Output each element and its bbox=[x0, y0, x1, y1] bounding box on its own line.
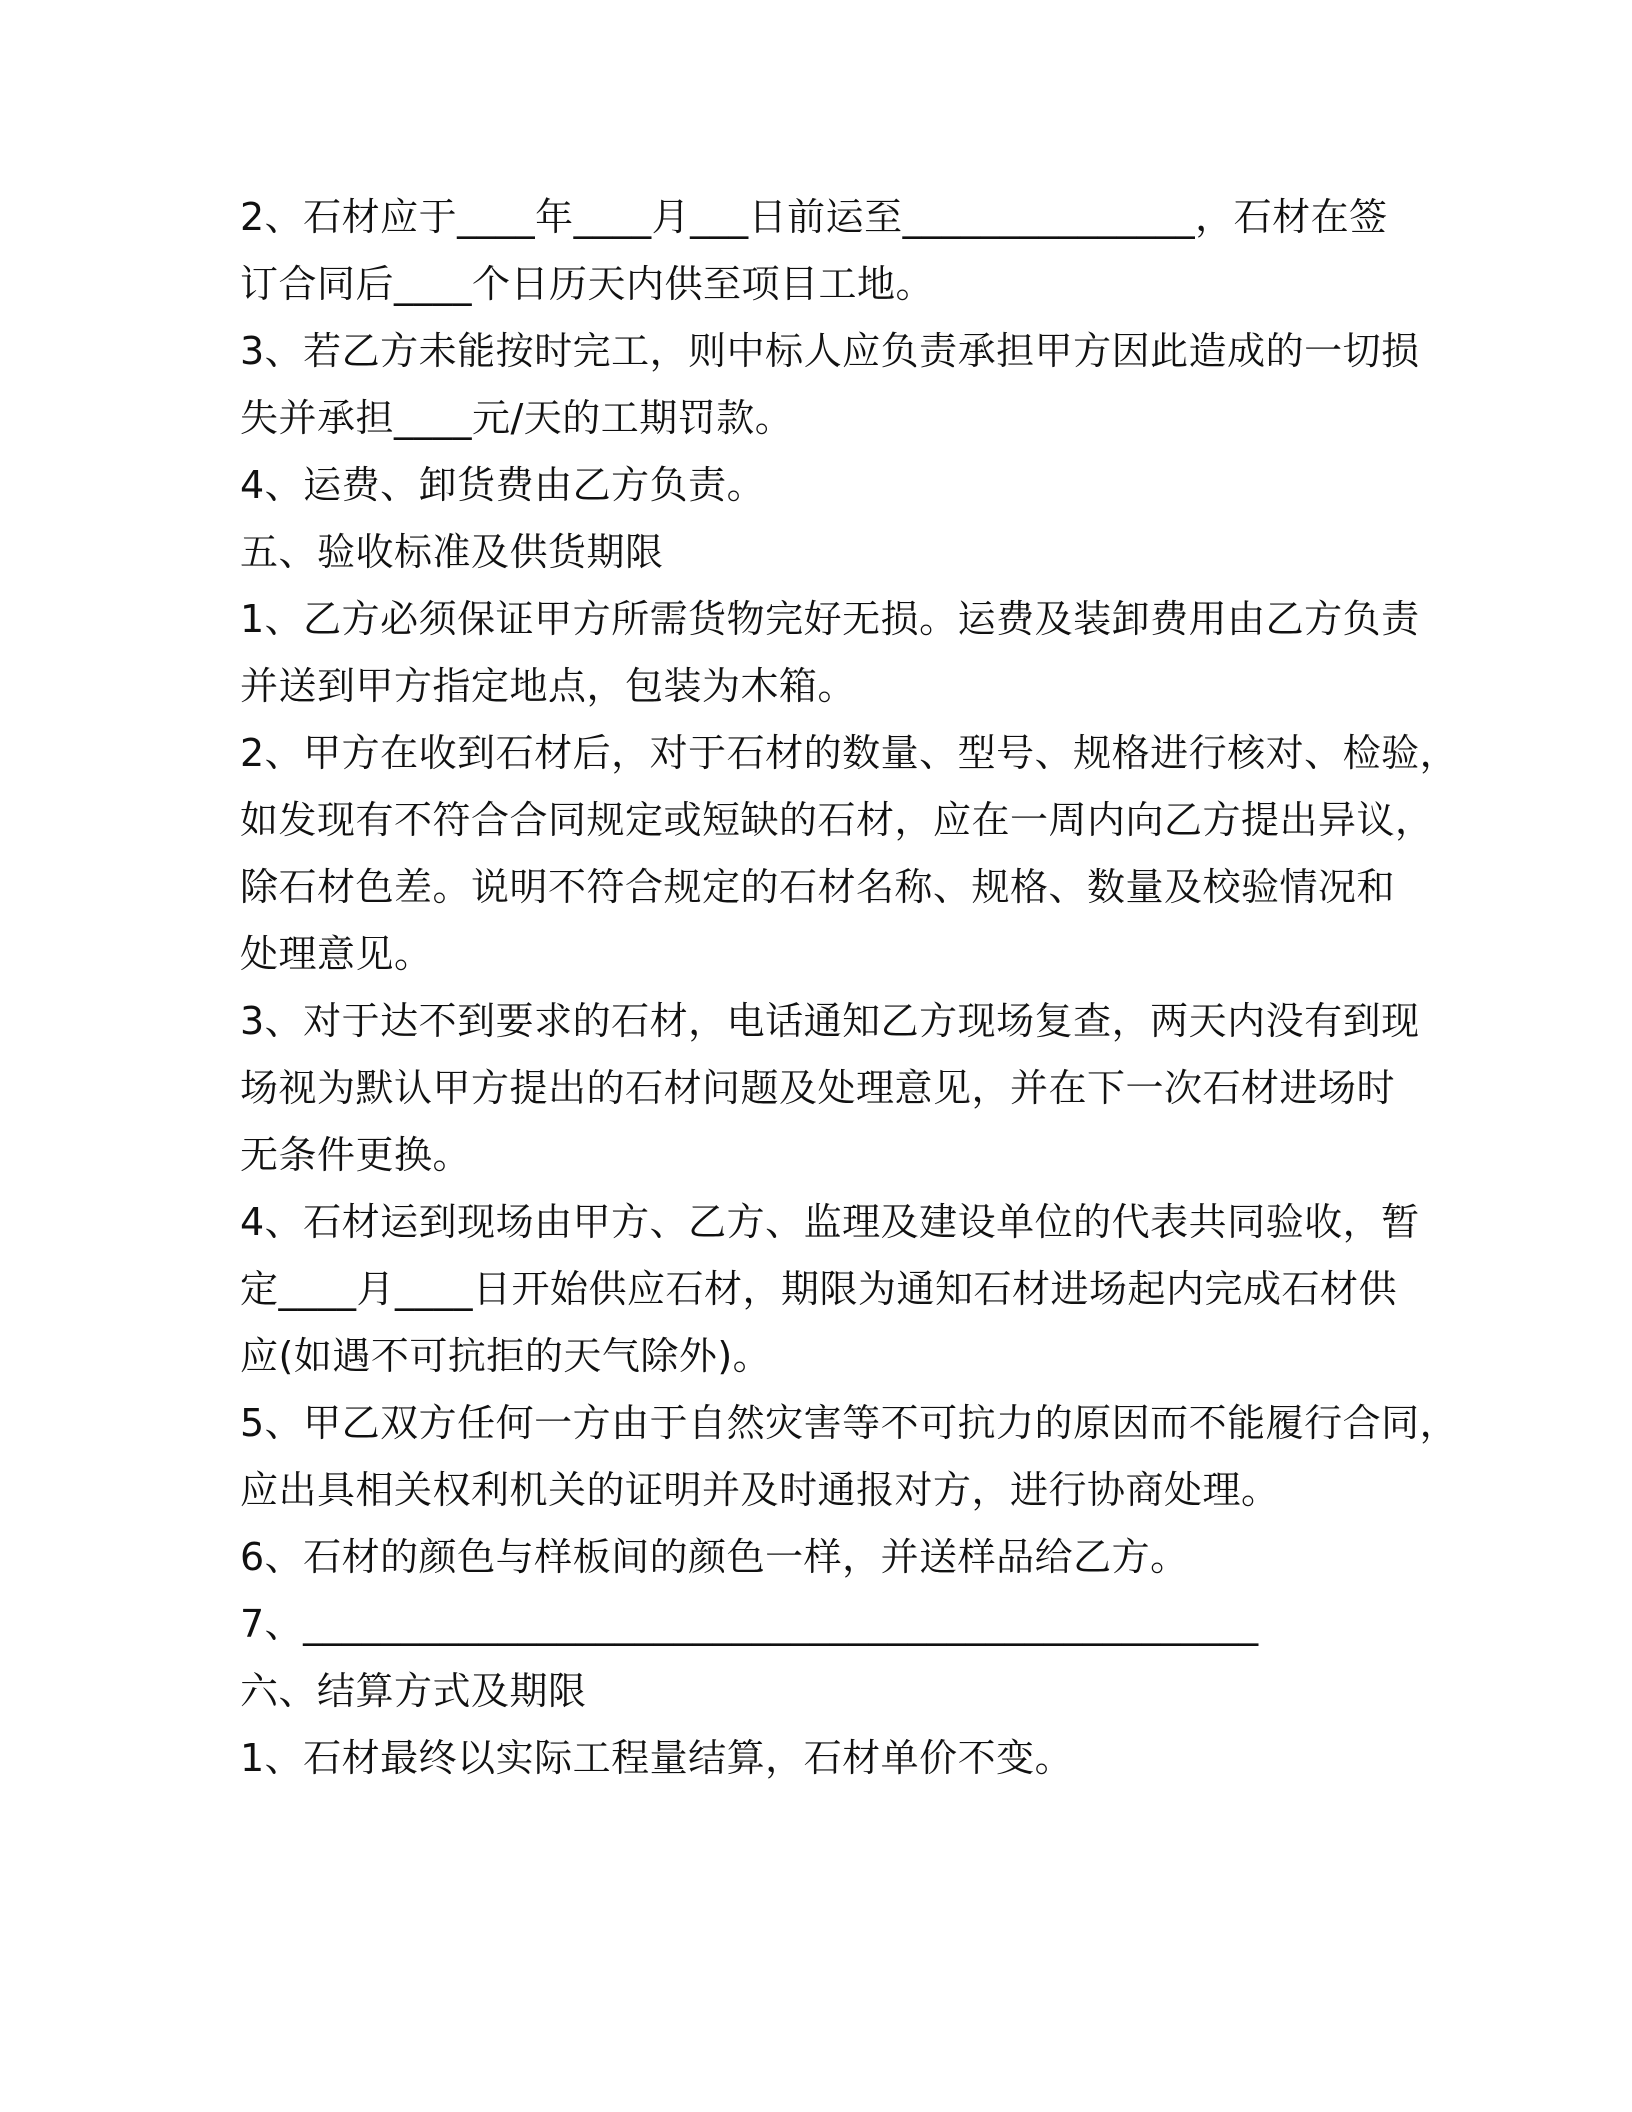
text-line: 应(如遇不可抗拒的天气除外)。 bbox=[240, 1334, 772, 1378]
text-line: 7、_________________________________________________ bbox=[240, 1602, 1259, 1646]
text-line: 1、石材最终以实际工程量结算，石材单价不变。 bbox=[240, 1736, 1074, 1780]
text-line: 订合同后____个日历天内供至项目工地。 bbox=[240, 262, 935, 306]
text-line: 定____月____日开始供应石材，期限为通知石材进场起内完成石材供 bbox=[240, 1267, 1398, 1311]
text-line: 3、对于达不到要求的石材，电话通知乙方现场复查，两天内没有到现 bbox=[240, 999, 1420, 1043]
text-line: 如发现有不符合合同规定或短缺的石材，应在一周内向乙方提出异议， bbox=[240, 798, 1434, 842]
text-line: 6、石材的颜色与样板间的颜色一样，并送样品给乙方。 bbox=[240, 1535, 1189, 1579]
text-line: 处理意见。 bbox=[240, 932, 433, 976]
text-line: 2、石材应于____年____月___日前运至_______________，石材在签 bbox=[240, 195, 1388, 239]
text-line: 1、乙方必须保证甲方所需货物完好无损。运费及装卸费用由乙方负责 bbox=[240, 597, 1420, 641]
text-line: 应出具相关权利机关的证明并及时通报对方，进行协商处理。 bbox=[240, 1468, 1280, 1512]
text-line: 2、甲方在收到石材后，对于石材的数量、型号、规格进行核对、检验， bbox=[240, 731, 1459, 775]
text-line: 3、若乙方未能按时完工，则中标人应负责承担甲方因此造成的一切损 bbox=[240, 329, 1420, 373]
text-line: 无条件更换。 bbox=[240, 1133, 472, 1177]
text-line: 4、石材运到现场由甲方、乙方、监理及建设单位的代表共同验收，暂 bbox=[240, 1200, 1420, 1244]
text-line: 失并承担____元/天的工期罚款。 bbox=[240, 396, 794, 440]
text-line: 场视为默认甲方提出的石材问题及处理意见，并在下一次石材进场时 bbox=[240, 1066, 1396, 1110]
text-line: 5、甲乙双方任何一方由于自然灾害等不可抗力的原因而不能履行合同， bbox=[240, 1401, 1459, 1445]
section-heading: 五、验收标准及供货期限 bbox=[240, 530, 664, 574]
section-heading: 六、结算方式及期限 bbox=[240, 1669, 587, 1713]
text-line: 4、运费、卸货费由乙方负责。 bbox=[240, 463, 766, 507]
text-line: 除石材色差。说明不符合规定的石材名称、规格、数量及校验情况和 bbox=[240, 865, 1396, 909]
text-line: 并送到甲方指定地点，包装为木箱。 bbox=[240, 664, 857, 708]
